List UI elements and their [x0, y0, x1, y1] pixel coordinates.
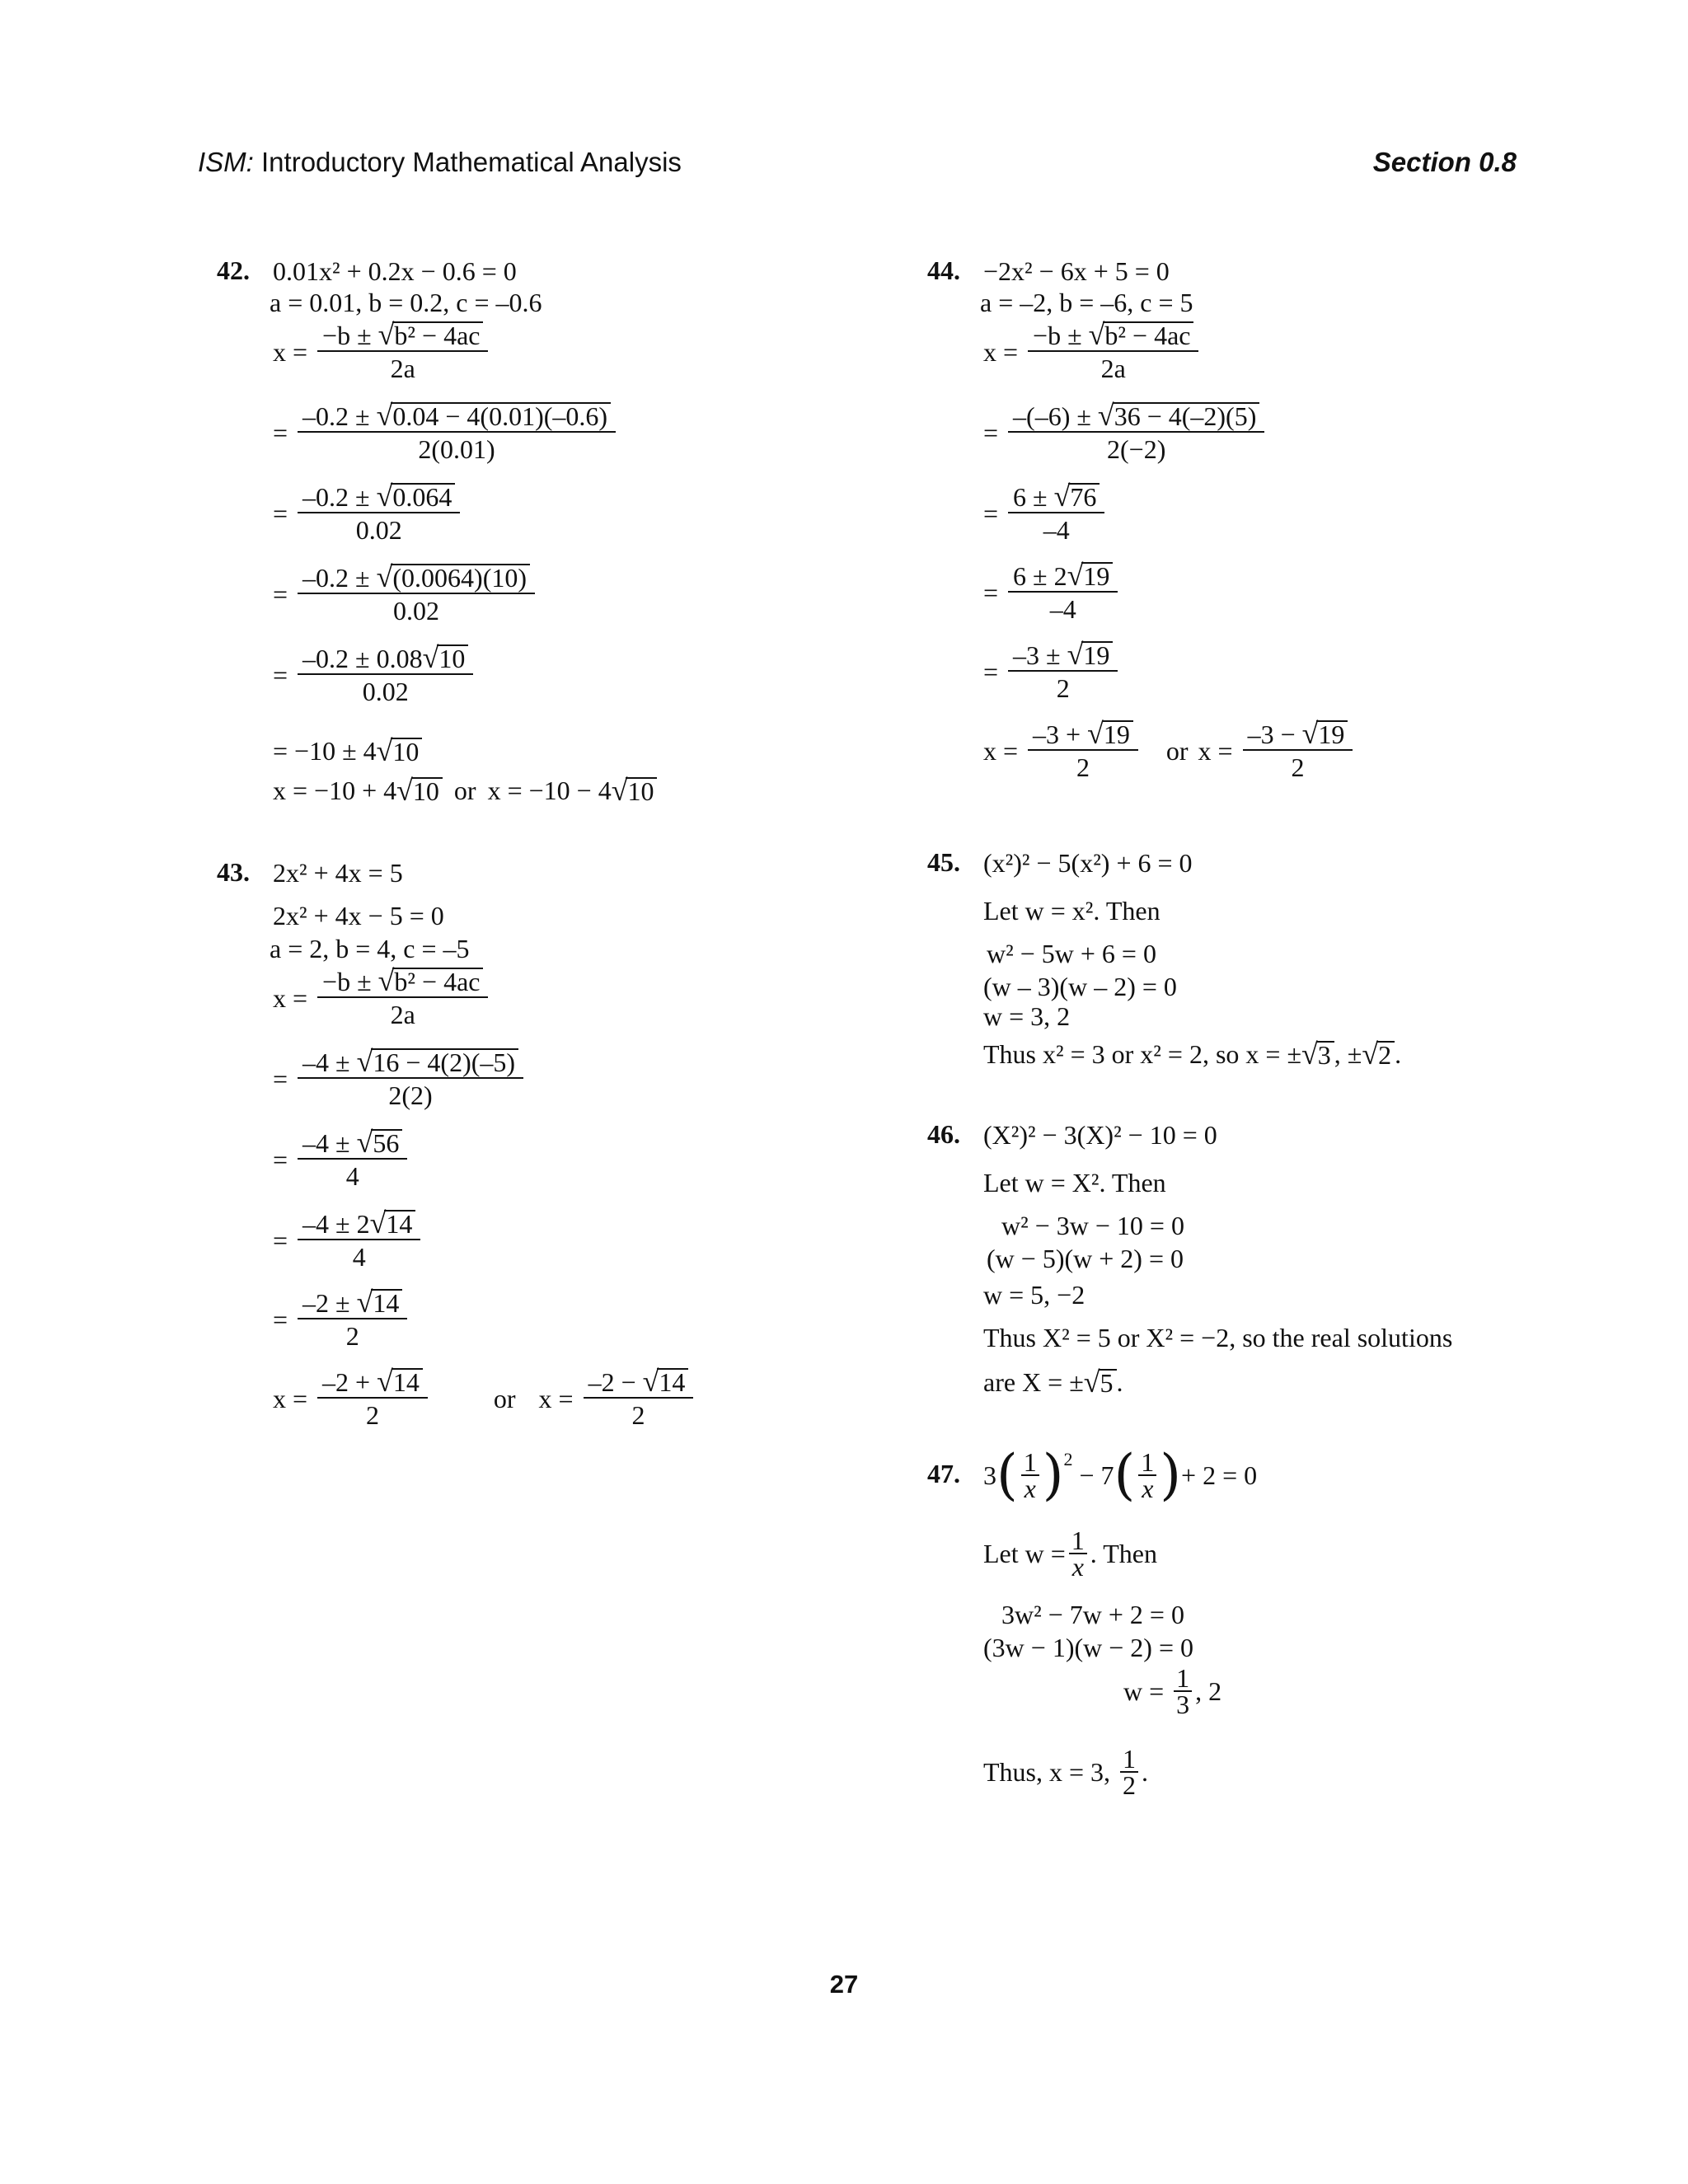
equation-line: (3w − 1)(w − 2) = 0	[983, 1633, 1193, 1662]
coefficients-line: a = 0.01, b = 0.2, c = –0.6	[270, 288, 542, 317]
step-line: = $\frac{-4 \pm √56}{4}$	[273, 1144, 410, 1175]
step-line: = $\frac{6 \pm √76}{-4}$	[983, 498, 1108, 529]
quadratic-formula: x = $\frac{\text{−b ± √b² − 4ac}}{2a}$	[273, 982, 491, 1014]
running-header-left: ISM: Introductory Mathematical Analysis	[198, 147, 682, 177]
equation-line: (x²)² − 5(x²) + 6 = 0	[983, 848, 1193, 878]
equation-line: w² − 5w + 6 = 0	[987, 939, 1156, 968]
equation-line: (w – 3)(w – 2) = 0	[983, 972, 1177, 1001]
solution-line: are X = ± √ 5 .	[983, 1366, 1123, 1399]
page-number: 27	[829, 1970, 859, 1999]
equation-line: w = 5, −2	[983, 1280, 1085, 1310]
coefficients-line: a = –2, b = –6, c = 5	[980, 288, 1193, 317]
step-line: = $\frac{-0.2 \pm √0.04 - 4(0.01)(-0.6)}{2(0.01)}$	[273, 417, 619, 448]
problem-number: 43.	[217, 857, 250, 887]
step-line: = $\frac{-0.2 \pm √(0.0064)(10)}{0.02}$	[273, 579, 538, 610]
solution-line: x = −10 + 4 √ 10 or x = −10 − 4 √ 10	[273, 775, 657, 806]
solution-line: Thus x² = 3 or x² = 2, so x = ± √ 3 , ± √ 2 .	[983, 1038, 1402, 1071]
step-line: = $\frac{6 \pm 2√19}{-4}$	[983, 577, 1121, 608]
equation-line: 2x² + 4x − 5 = 0	[273, 901, 444, 930]
coefficients-line: a = 2, b = 4, c = –5	[270, 934, 470, 963]
text-line: Let w = $\frac{1}{x}$ . Then	[983, 1526, 1157, 1582]
text-line: Let w = x². Then	[983, 896, 1160, 926]
step-line: = $\frac{-4 \pm 2√14}{4}$	[273, 1225, 424, 1256]
running-header-section: Section 0.8	[1372, 147, 1517, 177]
text-line: Thus X² = 5 or X² = −2, so the real solutions	[983, 1323, 1453, 1352]
solution-line: Thus, x = 3, $\frac{1}{2}$ .	[983, 1744, 1149, 1800]
step-line: = $\frac{-0.2 \pm √0.064}{0.02}$	[273, 498, 463, 529]
problem-number: 42.	[217, 255, 250, 285]
equation-line: 3w² − 7w + 2 = 0	[1001, 1600, 1184, 1629]
equation-line: (X²)² − 3(X)² − 10 = 0	[983, 1120, 1217, 1150]
equation-line: 2x² + 4x = 5	[273, 858, 403, 888]
text-line: Let w = X². Then	[983, 1168, 1166, 1197]
step-line: = $\frac{-4 \pm √16 - 4(2)(-5)}{2(2)}$	[273, 1063, 527, 1094]
equation-line: w = 3, 2	[983, 1001, 1071, 1031]
solution-line: x = $\frac{-2 + √14}{2}$ or x = $\frac{-2 - √14}{2}$	[273, 1383, 696, 1414]
quadratic-formula: x = $\frac{\text{−b ± √b² − 4ac}}{2a}$	[273, 336, 491, 368]
step-line: = −10 ± 4 √ 10	[273, 735, 422, 766]
equation-line: 0.01x² + 0.2x − 0.6 = 0	[273, 256, 517, 286]
problem-number: 47.	[927, 1459, 960, 1488]
step-line: = $\frac{-(-6) \pm √36 - 4(-2)(5)}{2(-2)}$	[983, 417, 1268, 448]
equation-line: −2x² − 6x + 5 = 0	[983, 256, 1170, 286]
equation-line: 3 ( $\frac{1}{x}$ ) $^2$ − 7 ( $\frac{1}{x}$ ) + 2 = 0	[983, 1443, 1258, 1507]
equation-line: w = $\frac{1}{3}$ , 2	[1123, 1663, 1222, 1719]
step-line: = $\frac{-0.2 \pm 0.08√10}{0.02}$	[273, 659, 476, 691]
equation-line: w² − 3w − 10 = 0	[1001, 1211, 1184, 1240]
solution-line: x = $\frac{-3 + √19}{2}$ or x = $\frac{-3 - √19}{2}$	[983, 735, 1356, 766]
step-line: = $\frac{-3 \pm √19}{2}$	[983, 656, 1121, 687]
problem-number: 46.	[927, 1119, 960, 1149]
problem-number: 44.	[927, 255, 960, 285]
equation-line: (w − 5)(w + 2) = 0	[987, 1244, 1184, 1273]
quadratic-formula: x = $\frac{\text{−b ± √b² − 4ac}}{2a}$	[983, 336, 1202, 368]
problem-number: 45.	[927, 847, 960, 877]
step-line: = $\frac{-2 \pm √14}{2}$	[273, 1304, 410, 1335]
